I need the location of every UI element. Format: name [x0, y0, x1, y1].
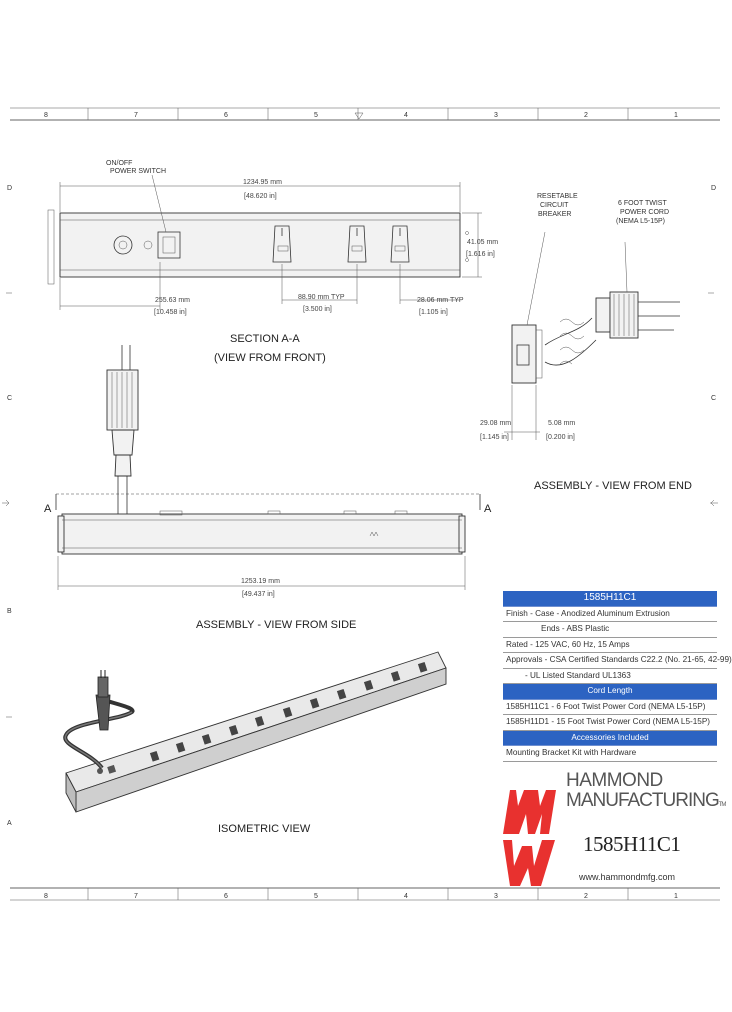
zone-col-top-5: 5 [314, 112, 318, 119]
section-mark-left: A [44, 503, 52, 515]
dim-pitch-in: [3.500 in] [303, 306, 332, 313]
dim-height-in: [1.616 in] [466, 251, 495, 258]
spec-cord-2: 1585H11D1 - 15 Foot Twist Power Cord (NEMA L5-15P) [503, 715, 717, 731]
zone-row-left-a: A [7, 820, 12, 827]
section-view [48, 160, 498, 364]
zone-col-bottom-2: 2 [584, 893, 588, 900]
section-mark-right: A [484, 503, 492, 515]
section-title-line2: (VIEW FROM FRONT) [214, 352, 326, 364]
zone-col-bottom-5: 5 [314, 893, 318, 900]
company-name [566, 770, 725, 812]
zone-col-top-6: 6 [224, 112, 228, 119]
side-plug [107, 370, 138, 430]
company-name-line2-text: MANUFACTURING [566, 790, 719, 811]
isometric-view [65, 652, 446, 835]
website-link[interactable]: www.hammondmfg.com [579, 872, 676, 882]
section-title-line1: SECTION A-A [230, 333, 300, 345]
company-name-line2 [566, 790, 725, 812]
spec-table [503, 591, 732, 762]
dim-side-length-mm: 1253.19 mm [241, 578, 280, 585]
dim-end-mm: 28.06 mm TYP [417, 297, 464, 304]
spec-cord-header: Cord Length [503, 684, 717, 700]
breaker-label-line3: BREAKER [538, 211, 572, 218]
zone-col-top-2: 2 [584, 112, 588, 119]
dim-end-depth-mm: 5.08 mm [548, 420, 576, 427]
zone-row-right-c: C [711, 395, 717, 402]
company-name-line1: HAMMOND [566, 770, 663, 791]
zone-row-left-c: C [7, 395, 13, 402]
side-view-title: ASSEMBLY - VIEW FROM SIDE [196, 619, 357, 631]
zone-col-bottom-7: 7 [134, 893, 138, 900]
dim-end-width-in: [1.145 in] [480, 434, 509, 441]
end-view [480, 193, 692, 492]
dim-end-width-mm: 29.08 mm [480, 420, 512, 427]
zone-col-top-3: 3 [494, 112, 498, 119]
switch-label-line2: POWER SWITCH [110, 168, 166, 175]
zone-col-bottom-3: 3 [494, 893, 498, 900]
dim-overall-mm: 1234.95 mm [243, 179, 282, 186]
isometric-title: ISOMETRIC VIEW [218, 823, 311, 835]
spec-ul: - UL Listed Standard UL1363 [503, 669, 717, 685]
zone-row-left-b: B [7, 608, 12, 615]
spec-cord-1: 1585H11C1 - 6 Foot Twist Power Cord (NEMA L5-15P) [503, 700, 717, 716]
cord-label-line1: 6 FOOT TWIST [618, 200, 667, 207]
trademark: TM [718, 802, 726, 808]
spec-rated: Rated - 125 VAC, 60 Hz, 15 Amps [503, 638, 717, 654]
dim-end-in: [1.105 in] [419, 309, 448, 316]
dim-pitch-mm: 88.90 mm TYP [298, 294, 345, 301]
spec-approvals: Approvals - CSA Certified Standards C22.2 (No. 21-65, 42-99) [503, 653, 717, 669]
breaker-label-line2: CIRCUIT [540, 202, 569, 209]
zone-row-right-d: D [711, 185, 717, 192]
zone-col-bottom-6: 6 [224, 893, 228, 900]
dim-height-mm: 41.05 mm [467, 239, 499, 246]
zone-col-top-1: 1 [674, 112, 678, 119]
spec-finish-ends: Ends - ABS Plastic [503, 622, 717, 638]
zone-col-top-7: 7 [134, 112, 138, 119]
cord-label-line2: POWER CORD [620, 209, 669, 216]
zone-col-top-4: 4 [404, 112, 408, 119]
spec-title: 1585H11C1 [503, 591, 717, 607]
dim-first-in: [10.458 in] [154, 309, 187, 316]
hammond-logo-icon [503, 790, 556, 886]
zone-col-top-8: 8 [44, 112, 48, 119]
spec-finish-case: Finish - Case - Anodized Aluminum Extrusion [503, 607, 717, 623]
zone-row-left-d: D [7, 185, 13, 192]
dim-end-depth-in: [0.200 in] [546, 434, 575, 441]
zone-col-bottom-4: 4 [404, 893, 408, 900]
zone-col-bottom-1: 1 [674, 893, 678, 900]
end-view-title: ASSEMBLY - VIEW FROM END [534, 480, 692, 492]
switch-label-line1: ON/OFF [106, 160, 133, 167]
spec-accessory-1: Mounting Bracket Kit with Hardware [503, 746, 717, 762]
dim-side-length-in: [49.437 in] [242, 591, 275, 598]
zone-col-bottom-8: 8 [44, 893, 48, 900]
breaker-label-line1: RESETABLE [537, 193, 578, 200]
part-number: 1585H11C1 [583, 832, 681, 856]
dim-first-mm: 255.63 mm [155, 297, 191, 304]
side-view [44, 345, 492, 631]
spec-accessories-header: Accessories Included [503, 731, 717, 747]
dim-overall-in: [48.620 in] [244, 193, 277, 200]
cord-label-line3: (NEMA L5-15P) [616, 218, 666, 225]
